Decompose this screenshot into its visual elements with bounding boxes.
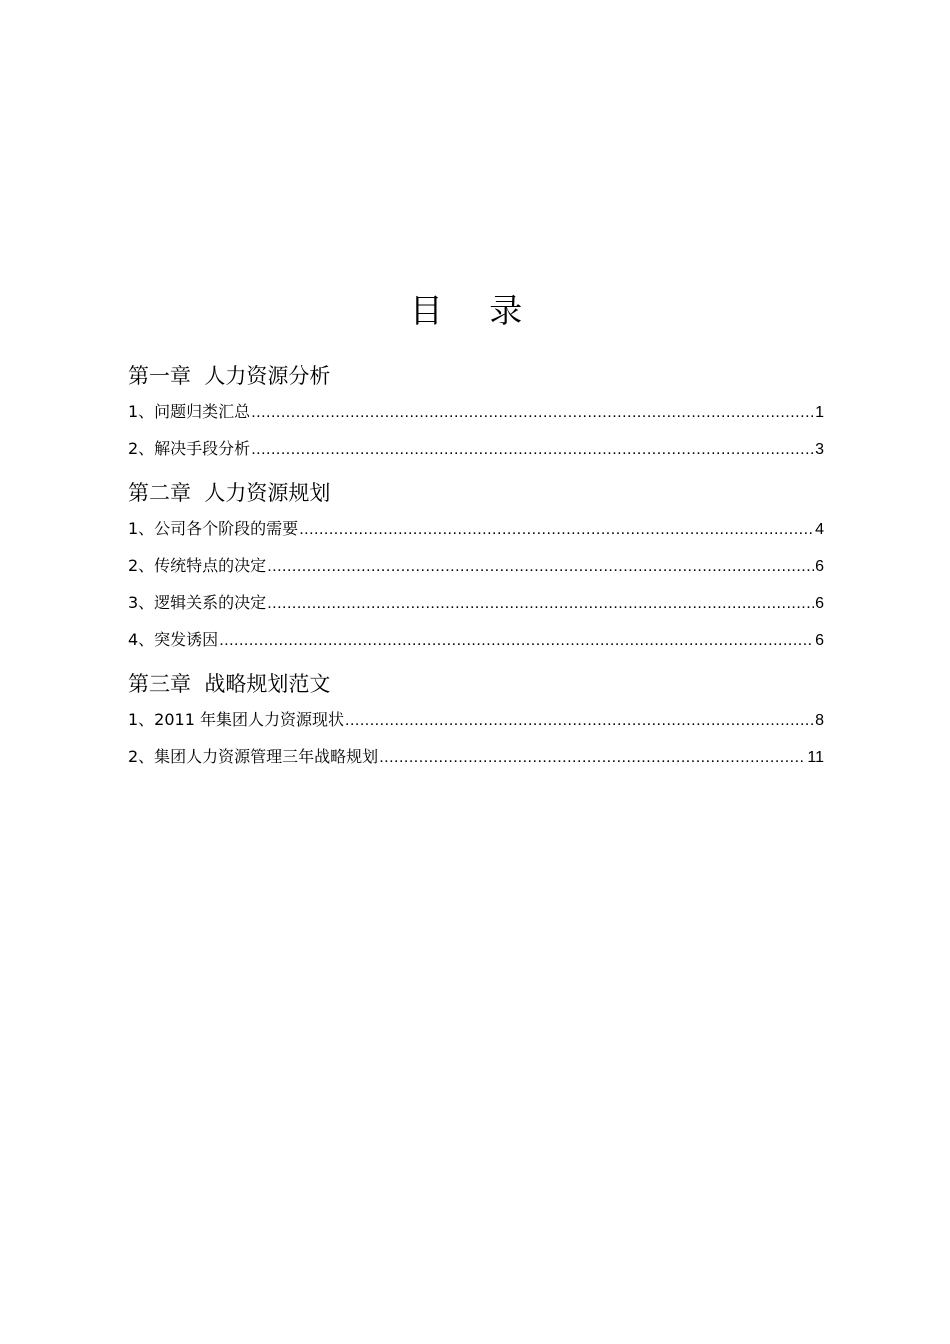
toc-entry-label: 4、突发诱因 — [128, 630, 219, 649]
toc-entry-label: 3、逻辑关系的决定 — [128, 593, 267, 612]
toc-entry[interactable] — [128, 519, 824, 539]
toc-entry-page: 6 — [815, 632, 824, 649]
toc-entry[interactable] — [128, 556, 824, 576]
toc-entry-label: 2、解决手段分析 — [128, 439, 251, 458]
dot-leader — [219, 631, 814, 651]
toc-entry[interactable] — [128, 439, 824, 459]
toc-title: 目 录 — [409, 291, 541, 330]
toc-entry-page: 6 — [815, 558, 824, 575]
toc-entry[interactable] — [128, 747, 824, 767]
dot-leader — [299, 520, 814, 540]
toc-entry[interactable] — [128, 593, 824, 613]
toc-entry-page: 11 — [807, 749, 824, 766]
chapter-heading-2: 第二章 人力资源规划 — [128, 481, 331, 505]
dot-leader — [251, 440, 814, 460]
dot-leader — [267, 557, 814, 577]
toc-entry-label: 2、集团人力资源管理三年战略规划 — [128, 747, 379, 766]
dot-leader — [267, 594, 814, 614]
toc-entry-label: 2、传统特点的决定 — [128, 556, 267, 575]
dot-leader — [251, 403, 814, 423]
toc-entry[interactable] — [128, 630, 824, 650]
toc-entry-page: 8 — [815, 712, 824, 729]
table-of-contents — [128, 360, 824, 784]
toc-entry-label: 1、公司各个阶段的需要 — [128, 519, 299, 538]
toc-entry-page: 1 — [815, 404, 824, 421]
toc-entry-page: 6 — [815, 595, 824, 612]
dot-leader — [345, 711, 814, 731]
toc-entry[interactable] — [128, 710, 824, 730]
toc-entry-label: 1、问题归类汇总 — [128, 402, 251, 421]
chapter-heading-3: 第三章 战略规划范文 — [128, 672, 331, 696]
toc-entry[interactable] — [128, 402, 824, 422]
dot-leader — [379, 748, 806, 768]
chapter-heading-1: 第一章 人力资源分析 — [128, 364, 331, 388]
toc-entry-page: 3 — [815, 441, 824, 458]
toc-entry-page: 4 — [815, 521, 824, 538]
toc-entry-label: 1、2011 年集团人力资源现状 — [128, 710, 344, 729]
